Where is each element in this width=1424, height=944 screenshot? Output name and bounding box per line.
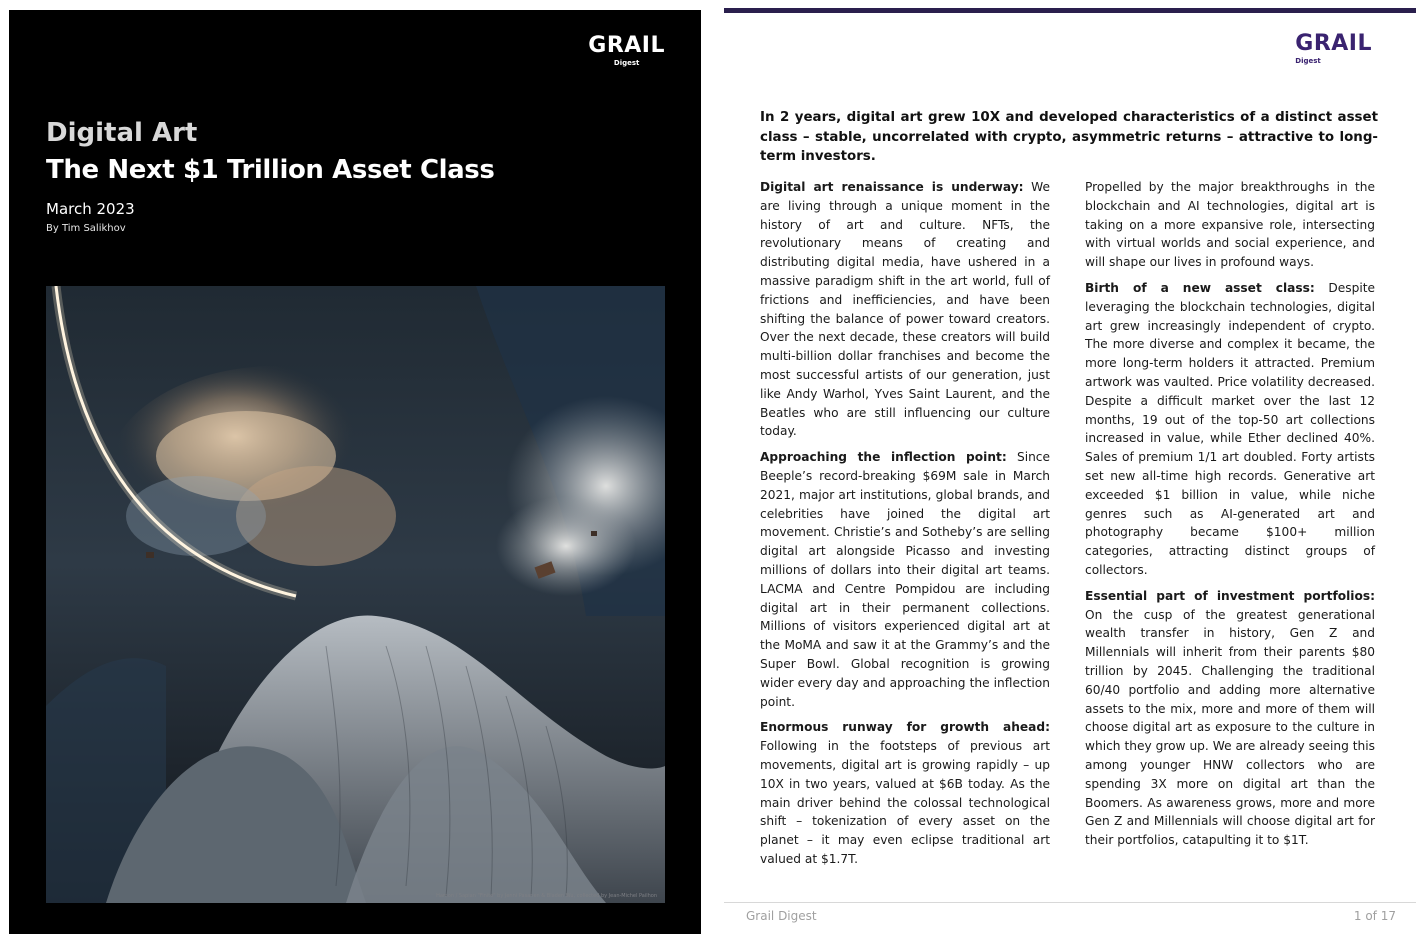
paragraph-body: Propelled by the major breakthroughs in the blockchain and AI technologies, digital art is taking on a more expansive role, intersecting with virtual worlds and social experience, and will shape our lives in profound ways. [1085,180,1375,270]
paragraph-body: We are living through a unique moment in the history of art and culture. NFTs, the revolutionary means of creating and distributing digital media, have ushered in a massive paradigm shift in the art world, full of frictions and inefficiencies, and have been shifting the balance of power toward creators. Over the next decade, these creators will build multi-billion dollar franchises and become the most successful artists of our generation, just like Andy Warhol, Yves Saint Laurent, and the Beatles who are still influencing our culture today. [760,180,1050,439]
artwork-credit: Hamon / Sapian "Finite" by Jenni Pasanen & Bladen Wu, collected by Jean-Michel Pailhon [436,893,657,899]
logo-wordmark: GRAIL [588,33,665,58]
paragraph-body: Since Beeple’s record-breaking $69M sale in March 2021, major art institutions, global brands, and celebrities have joined the digital art movement. Christie’s and Sotheby’s are selling digital art alongside Picasso and investing millions of dollars into their digital art teams. LACMA and Centre Pompidou are including digital art in their permanent collections. Millions of visitors experienced digital art at the MoMA and saw it at the Grammy’s and the Super Bowl. Global recognition is growing wider every day and approaching the inflection point. [760,450,1051,709]
logo-subtitle: Digest [1295,57,1321,65]
paragraph [1085,279,1375,580]
top-accent-rule [724,8,1416,13]
cover-title-line2: The Next $1 Trillion Asset Class [46,155,495,185]
lead-paragraph: In 2 years, digital art grew 10X and developed characteristics of a distinct asset class – stable, uncorrelated with crypto, asymmetric returns – attractive to long-term investors. [760,110,1378,164]
paragraph [1085,178,1375,272]
paragraph-heading: Digital art renaissance is underway: [760,180,1024,194]
paragraph-heading: Birth of a new asset class: [1085,280,1315,295]
paragraph [760,448,1050,711]
paragraph-heading: Essential part of investment portfolios: [1085,588,1375,603]
paragraph [1085,587,1375,850]
paragraph-heading: Approaching the inflection point: [760,450,1007,465]
cover-page [9,10,701,934]
paragraph-heading: Enormous runway for growth ahead: [760,720,1050,735]
logo-wordmark: GRAIL [1295,31,1372,56]
article-column-left [760,178,1050,876]
artwork-illustration [46,286,665,903]
cover-date: March 2023 [46,200,135,218]
paragraph-body: Despite leveraging the blockchain technologies, digital art grew increasingly independent of crypto. The more diverse and complex it became, the more long-term holders it attracted. Premium artwork was vaulted. Price volatility decreased. Despite a difficult market over the last 12 months, 19 out of the top-50 art collections increased in value, while Ether declined 40%. Sales of premium 1/1 art doubled. Forty artists set new all-time high records. Generative art exceeded $1 billion in value, while niche genres such as AI-generated art and photography became $100+ million categories, attracting distinct groups of collectors. [1085,280,1375,577]
paragraph [760,718,1050,868]
article-column-right [1085,178,1375,857]
page-number: 1 of 17 [1353,909,1396,923]
paragraph-body: On the cusp of the greatest generational wealth transfer in history, Gen Z and Millennials will inherit from their parents $80 trillion by 2045. Challenging the traditional 60/40 portfolio and adding more alternative assets to the mix, more and more of them will choose digital art as exposure to the culture in which they grow up. We are already seeing this among younger HNW collectors who are spending 3X more on digital art than the Boomers. As awareness grows, more and more Gen Z and Millennials will choose digital art for their portfolios, catapulting it to $1T. [1085,607,1375,848]
logo-subtitle: Digest [613,59,640,67]
grail-logo [1295,32,1372,66]
paragraph [760,178,1050,441]
cover-author: By Tim Salikhov [46,223,126,234]
grail-logo [588,34,665,68]
cover-title-line1: Digital Art [46,118,198,148]
cover-artwork [46,286,665,903]
article-page [724,8,1416,936]
footer-divider [724,902,1416,903]
footer-publication: Grail Digest [746,909,817,923]
paragraph-body: Following in the footsteps of previous art movements, digital art is growing rapidly – up 10X in two years, valued at $6B today. As the main driver behind the colossal technological shift – tokenization of every asset on the planet – it may even eclipse traditional art valued at $1.7T. [760,739,1050,866]
